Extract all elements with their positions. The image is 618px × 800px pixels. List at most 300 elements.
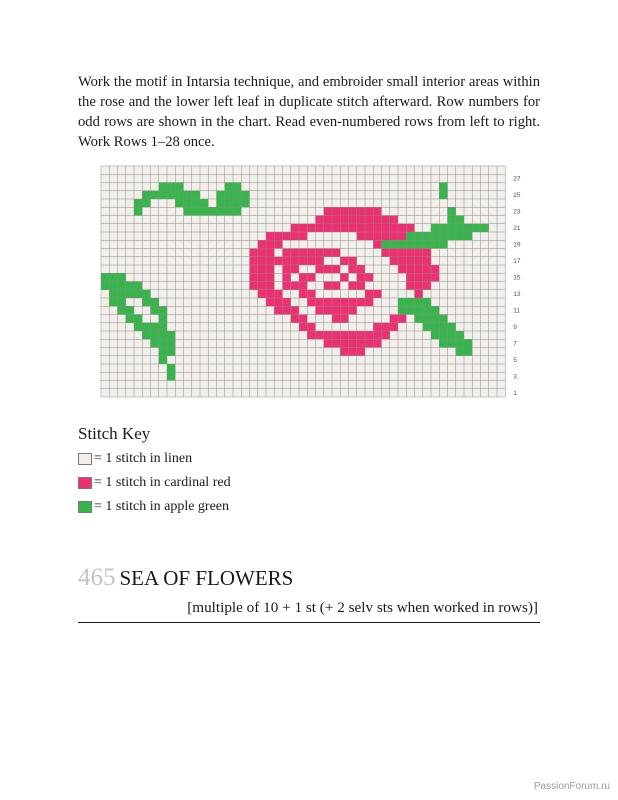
red-stitch-cell [299,257,307,265]
red-stitch-cell [431,273,439,281]
red-stitch-cell [373,339,381,347]
red-stitch-cell [365,273,373,281]
red-stitch-cell [332,207,340,215]
green-stitch-cell [398,240,406,248]
green-stitch-cell [126,282,134,290]
green-stitch-cell [456,339,464,347]
red-stitch-cell [423,265,431,273]
green-stitch-cell [439,240,447,248]
green-stitch-cell [167,339,175,347]
red-stitch-cell [349,265,357,273]
red-stitch-cell [340,339,348,347]
red-stitch-cell [349,306,357,314]
red-stitch-cell [266,265,274,273]
key-label-cardinal-red: = 1 stitch in cardinal red [94,475,231,490]
red-stitch-cell [373,232,381,240]
green-stitch-cell [118,290,126,298]
green-stitch-cell [423,306,431,314]
green-stitch-cell [159,348,167,356]
key-item-cardinal-red [78,475,231,491]
red-stitch-cell [291,282,299,290]
row-number-label: 19 [513,241,521,249]
red-stitch-cell [365,298,373,306]
green-stitch-cell [167,331,175,339]
green-stitch-cell [233,191,241,199]
red-stitch-cell [332,282,340,290]
red-stitch-cell [299,224,307,232]
green-stitch-cell [456,348,464,356]
red-stitch-cell [382,249,390,257]
red-stitch-cell [415,282,423,290]
red-stitch-cell [283,306,291,314]
row-number-label: 9 [513,323,517,331]
green-stitch-cell [225,191,233,199]
red-stitch-cell [266,249,274,257]
section-number: 465 [78,564,116,591]
green-stitch-cell [439,191,447,199]
green-stitch-cell [448,207,456,215]
red-stitch-cell [307,290,315,298]
red-stitch-cell [324,265,332,273]
red-stitch-cell [258,249,266,257]
green-stitch-cell [167,364,175,372]
green-stitch-cell [134,290,142,298]
green-stitch-cell [233,207,241,215]
red-stitch-cell [299,323,307,331]
red-stitch-cell [316,306,324,314]
red-stitch-cell [415,273,423,281]
red-stitch-cell [373,331,381,339]
green-stitch-cell [439,232,447,240]
green-stitch-cell [126,290,134,298]
red-stitch-cell [382,232,390,240]
red-stitch-cell [390,315,398,323]
green-stitch-cell [208,207,216,215]
green-stitch-cell [241,191,249,199]
green-stitch-cell [134,315,142,323]
row-number-label: 5 [513,356,517,364]
green-stitch-cell [241,199,249,207]
red-stitch-cell [291,306,299,314]
green-stitch-cell [406,298,414,306]
red-stitch-cell [283,265,291,273]
red-stitch-cell [332,265,340,273]
green-stitch-cell [159,339,167,347]
red-stitch-cell [398,232,406,240]
red-stitch-cell [398,315,406,323]
red-stitch-cell [307,224,315,232]
green-stitch-cell [448,323,456,331]
green-stitch-cell [109,290,117,298]
green-stitch-cell [439,315,447,323]
red-stitch-cell [373,290,381,298]
green-stitch-cell [398,298,406,306]
red-stitch-cell [398,224,406,232]
red-stitch-cell [406,273,414,281]
red-stitch-cell [299,249,307,257]
red-stitch-cell [340,306,348,314]
red-stitch-cell [390,232,398,240]
green-stitch-cell [159,191,167,199]
red-stitch-cell [332,216,340,224]
red-stitch-cell [340,273,348,281]
intro-paragraph: Work the motif in Intarsia technique, and embroider small interior areas within the rose and the lower left leaf in duplicate stitch afterward. Row numbers for odd rows are shown in the chart. Read even-numbered rows from left to right. Work Rows 1–28 once. [78,74,540,150]
section-subtitle: [multiple of 10 + 1 st (+ 2 selv sts when worked in rows)] [187,599,538,616]
red-stitch-cell [291,257,299,265]
red-stitch-cell [324,249,332,257]
green-stitch-cell [184,191,192,199]
red-stitch-cell [357,348,365,356]
green-stitch-cell [159,315,167,323]
green-stitch-cell [159,331,167,339]
green-stitch-cell [184,199,192,207]
green-stitch-cell [448,216,456,224]
green-stitch-cell [217,191,225,199]
red-stitch-cell [266,290,274,298]
green-stitch-cell [217,199,225,207]
green-stitch-cell [142,298,150,306]
green-stitch-cell [142,323,150,331]
red-stitch-cell [291,249,299,257]
green-stitch-cell [423,323,431,331]
row-number-label: 25 [513,191,521,199]
red-stitch-cell [349,224,357,232]
green-stitch-cell [448,232,456,240]
red-stitch-cell [316,265,324,273]
red-stitch-cell [332,298,340,306]
red-stitch-cell [365,331,373,339]
green-stitch-cell [151,191,159,199]
green-stitch-cell [175,199,183,207]
red-stitch-cell [266,257,274,265]
green-stitch-cell [431,331,439,339]
red-stitch-cell [307,257,315,265]
green-stitch-cell [118,306,126,314]
red-stitch-cell [316,298,324,306]
green-stitch-cell [439,224,447,232]
red-stitch-cell [423,273,431,281]
red-stitch-cell [332,224,340,232]
red-stitch-cell [250,273,258,281]
green-stitch-cell [431,315,439,323]
red-stitch-cell [307,249,315,257]
red-stitch-cell [291,224,299,232]
red-stitch-cell [349,339,357,347]
red-stitch-cell [373,224,381,232]
red-stitch-cell [316,249,324,257]
green-stitch-cell [217,207,225,215]
red-stitch-cell [357,339,365,347]
green-stitch-cell [431,306,439,314]
red-stitch-cell [423,282,431,290]
green-stitch-cell [159,323,167,331]
red-stitch-cell [332,331,340,339]
green-stitch-cell [423,298,431,306]
apple-green-swatch-icon [78,501,92,513]
green-stitch-cell [225,207,233,215]
red-stitch-cell [390,257,398,265]
green-stitch-cell [151,298,159,306]
green-stitch-cell [439,331,447,339]
red-stitch-cell [307,273,315,281]
green-stitch-cell [134,199,142,207]
red-stitch-cell [307,331,315,339]
key-item-linen [78,451,192,467]
red-stitch-cell [266,298,274,306]
red-stitch-cell [357,232,365,240]
green-stitch-cell [192,191,200,199]
red-stitch-cell [390,216,398,224]
red-stitch-cell [324,331,332,339]
red-stitch-cell [266,273,274,281]
green-stitch-cell [448,331,456,339]
red-stitch-cell [365,290,373,298]
row-number-label: 21 [513,224,521,232]
red-stitch-cell [299,232,307,240]
red-stitch-cell [324,224,332,232]
green-stitch-cell [439,183,447,191]
red-stitch-cell [340,224,348,232]
green-stitch-cell [184,207,192,215]
red-stitch-cell [274,290,282,298]
green-stitch-cell [233,199,241,207]
green-stitch-cell [431,232,439,240]
red-stitch-cell [349,282,357,290]
row-number-label: 17 [513,257,521,265]
red-stitch-cell [324,339,332,347]
red-stitch-cell [299,315,307,323]
green-stitch-cell [118,282,126,290]
green-stitch-cell [175,183,183,191]
green-stitch-cell [439,339,447,347]
red-stitch-cell [357,282,365,290]
red-stitch-cell [373,216,381,224]
red-stitch-cell [365,232,373,240]
red-stitch-cell [357,207,365,215]
red-stitch-cell [357,216,365,224]
green-stitch-cell [382,240,390,248]
red-stitch-cell [274,306,282,314]
section-divider [78,622,540,623]
red-stitch-cell [406,257,414,265]
red-stitch-cell [291,232,299,240]
red-stitch-cell [349,348,357,356]
row-number-label: 11 [513,307,520,315]
cardinal-red-swatch-icon [78,477,92,489]
green-stitch-cell [118,273,126,281]
green-stitch-cell [472,224,480,232]
intarsia-chart [101,166,529,398]
chart-grid [101,166,529,398]
green-stitch-cell [406,232,414,240]
red-stitch-cell [398,249,406,257]
green-stitch-cell [167,191,175,199]
red-stitch-cell [332,249,340,257]
green-stitch-cell [415,315,423,323]
red-stitch-cell [365,339,373,347]
red-stitch-cell [349,331,357,339]
green-stitch-cell [159,356,167,364]
key-label-apple-green: = 1 stitch in apple green [94,499,230,514]
row-number-label: 23 [513,208,521,216]
red-stitch-cell [283,282,291,290]
red-stitch-cell [316,224,324,232]
red-stitch-cell [390,323,398,331]
green-stitch-cell [448,339,456,347]
red-stitch-cell [258,273,266,281]
red-stitch-cell [357,224,365,232]
green-stitch-cell [142,331,150,339]
green-stitch-cell [456,331,464,339]
red-stitch-cell [365,207,373,215]
green-stitch-cell [225,183,233,191]
green-stitch-cell [423,232,431,240]
stitch-key-title: Stitch Key [78,424,151,443]
red-stitch-cell [349,257,357,265]
row-number-label: 7 [513,340,517,348]
green-stitch-cell [398,306,406,314]
red-stitch-cell [390,249,398,257]
red-stitch-cell [415,257,423,265]
green-stitch-cell [159,183,167,191]
green-stitch-cell [109,273,117,281]
green-stitch-cell [464,224,472,232]
key-label-linen: = 1 stitch in linen [94,451,193,466]
green-stitch-cell [200,207,208,215]
red-stitch-cell [340,257,348,265]
green-stitch-cell [456,224,464,232]
red-stitch-cell [299,282,307,290]
red-stitch-cell [283,249,291,257]
key-item-apple-green [78,499,229,515]
green-stitch-cell [151,331,159,339]
green-stitch-cell [142,199,150,207]
red-stitch-cell [258,282,266,290]
red-stitch-cell [398,257,406,265]
watermark: PassionForum.ru [533,781,610,792]
red-stitch-cell [274,232,282,240]
red-stitch-cell [324,216,332,224]
red-stitch-cell [406,265,414,273]
red-stitch-cell [398,265,406,273]
red-stitch-cell [332,306,340,314]
red-stitch-cell [283,298,291,306]
red-stitch-cell [382,331,390,339]
red-stitch-cell [365,224,373,232]
red-stitch-cell [316,331,324,339]
green-stitch-cell [464,339,472,347]
red-stitch-cell [340,298,348,306]
red-stitch-cell [307,298,315,306]
red-stitch-cell [283,273,291,281]
green-stitch-cell [151,306,159,314]
red-stitch-cell [258,257,266,265]
green-stitch-cell [142,191,150,199]
green-stitch-cell [151,339,159,347]
row-number-label: 3 [513,373,517,381]
green-stitch-cell [134,282,142,290]
linen-swatch-icon [78,453,92,465]
row-number-label: 13 [513,290,521,298]
green-stitch-cell [175,191,183,199]
red-stitch-cell [431,265,439,273]
green-stitch-cell [456,216,464,224]
red-stitch-cell [423,249,431,257]
red-stitch-cell [283,232,291,240]
green-stitch-cell [233,183,241,191]
green-stitch-cell [431,323,439,331]
red-stitch-cell [340,315,348,323]
green-stitch-cell [415,306,423,314]
red-stitch-cell [324,306,332,314]
red-stitch-cell [357,331,365,339]
red-stitch-cell [324,298,332,306]
red-stitch-cell [373,323,381,331]
green-stitch-cell [225,199,233,207]
red-stitch-cell [299,273,307,281]
red-stitch-cell [250,265,258,273]
red-stitch-cell [390,224,398,232]
red-stitch-cell [365,216,373,224]
section-title: SEA OF FLOWERS [119,566,294,590]
green-stitch-cell [118,298,126,306]
green-stitch-cell [192,207,200,215]
red-stitch-cell [324,207,332,215]
green-stitch-cell [406,240,414,248]
red-stitch-cell [415,290,423,298]
red-stitch-cell [291,315,299,323]
row-number-label: 27 [513,175,521,183]
red-stitch-cell [266,282,274,290]
green-stitch-cell [101,282,109,290]
green-stitch-cell [390,240,398,248]
red-stitch-cell [250,282,258,290]
red-stitch-cell [373,207,381,215]
green-stitch-cell [415,232,423,240]
red-stitch-cell [291,265,299,273]
red-stitch-cell [349,207,357,215]
green-stitch-cell [142,290,150,298]
red-stitch-cell [332,339,340,347]
green-stitch-cell [415,298,423,306]
red-stitch-cell [340,331,348,339]
red-stitch-cell [258,265,266,273]
red-stitch-cell [274,240,282,248]
red-stitch-cell [406,282,414,290]
red-stitch-cell [349,216,357,224]
red-stitch-cell [250,249,258,257]
red-stitch-cell [266,240,274,248]
red-stitch-cell [258,290,266,298]
red-stitch-cell [415,249,423,257]
green-stitch-cell [464,348,472,356]
red-stitch-cell [382,224,390,232]
green-stitch-cell [192,199,200,207]
red-stitch-cell [406,224,414,232]
green-stitch-cell [167,183,175,191]
green-stitch-cell [126,306,134,314]
green-stitch-cell [109,298,117,306]
red-stitch-cell [415,265,423,273]
red-stitch-cell [250,257,258,265]
green-stitch-cell [431,224,439,232]
red-stitch-cell [373,240,381,248]
red-stitch-cell [299,290,307,298]
section-heading [78,564,540,598]
red-stitch-cell [382,323,390,331]
green-stitch-cell [134,323,142,331]
green-stitch-cell [481,224,489,232]
